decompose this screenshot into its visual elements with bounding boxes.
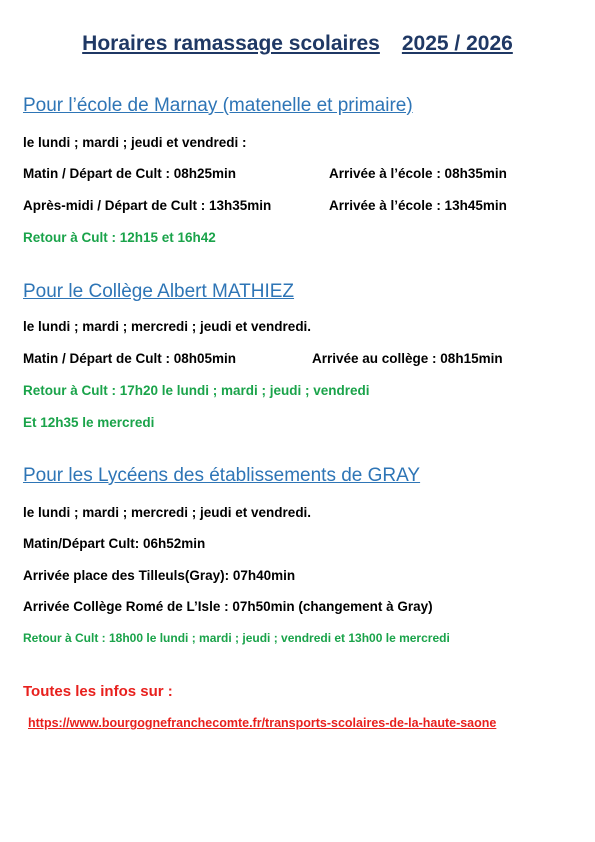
section-heading-marnay: Pour l’école de Marnay (matenelle et primaire) (23, 95, 413, 116)
lycee-arrival-tilleuls: Arrivée place des Tilleuls(Gray): 07h40min (23, 568, 296, 583)
college-morning-departure: Matin / Départ de Cult : 08h05min (23, 351, 237, 366)
title-year: 2025 / 2026 (401, 32, 513, 55)
marnay-afternoon-arrival: Arrivée à l’école : 13h45min (329, 198, 507, 213)
marnay-morning-arrival: Arrivée à l’école : 08h35min (329, 166, 507, 181)
lycee-arrival-college: Arrivée Collège Romé de L’Isle : 07h50min (changement à Gray) (23, 599, 433, 614)
college-morning-arrival: Arrivée au collège : 08h15min (312, 351, 503, 366)
college-days: le lundi ; mardi ; mercredi ; jeudi et vendredi. (23, 319, 312, 334)
section-heading-lycee: Pour les Lycéens des établissements de GRAY (23, 465, 421, 486)
marnay-morning-departure: Matin / Départ de Cult : 08h25min (23, 166, 237, 181)
lycee-return: Retour à Cult : 18h00 le lundi ; mardi ; jeudi ; vendredi et 13h00 le mercredi (23, 631, 450, 645)
college-return-1: Retour à Cult : 17h20 le lundi ; mardi ; jeudi ; vendredi (23, 383, 370, 398)
page-title (0, 32, 595, 56)
college-return-2: Et 12h35 le mercredi (23, 415, 155, 430)
marnay-days: le lundi ; mardi ; jeudi et vendredi : (23, 135, 247, 150)
section-heading-college: Pour le Collège Albert MATHIEZ (23, 281, 295, 302)
lycee-departure: Matin/Départ Cult: 06h52min (23, 536, 206, 551)
lycee-days: le lundi ; mardi ; mercredi ; jeudi et vendredi. (23, 505, 312, 520)
marnay-return: Retour à Cult : 12h15 et 16h42 (23, 230, 216, 245)
info-link[interactable]: https://www.bourgognefranchecomte.fr/transports-scolaires-de-la-haute-saone (28, 716, 497, 730)
title-text: Horaires ramassage scolaires (82, 32, 380, 55)
marnay-afternoon-departure: Après-midi / Départ de Cult : 13h35min (23, 198, 272, 213)
info-heading: Toutes les infos sur : (23, 683, 173, 700)
